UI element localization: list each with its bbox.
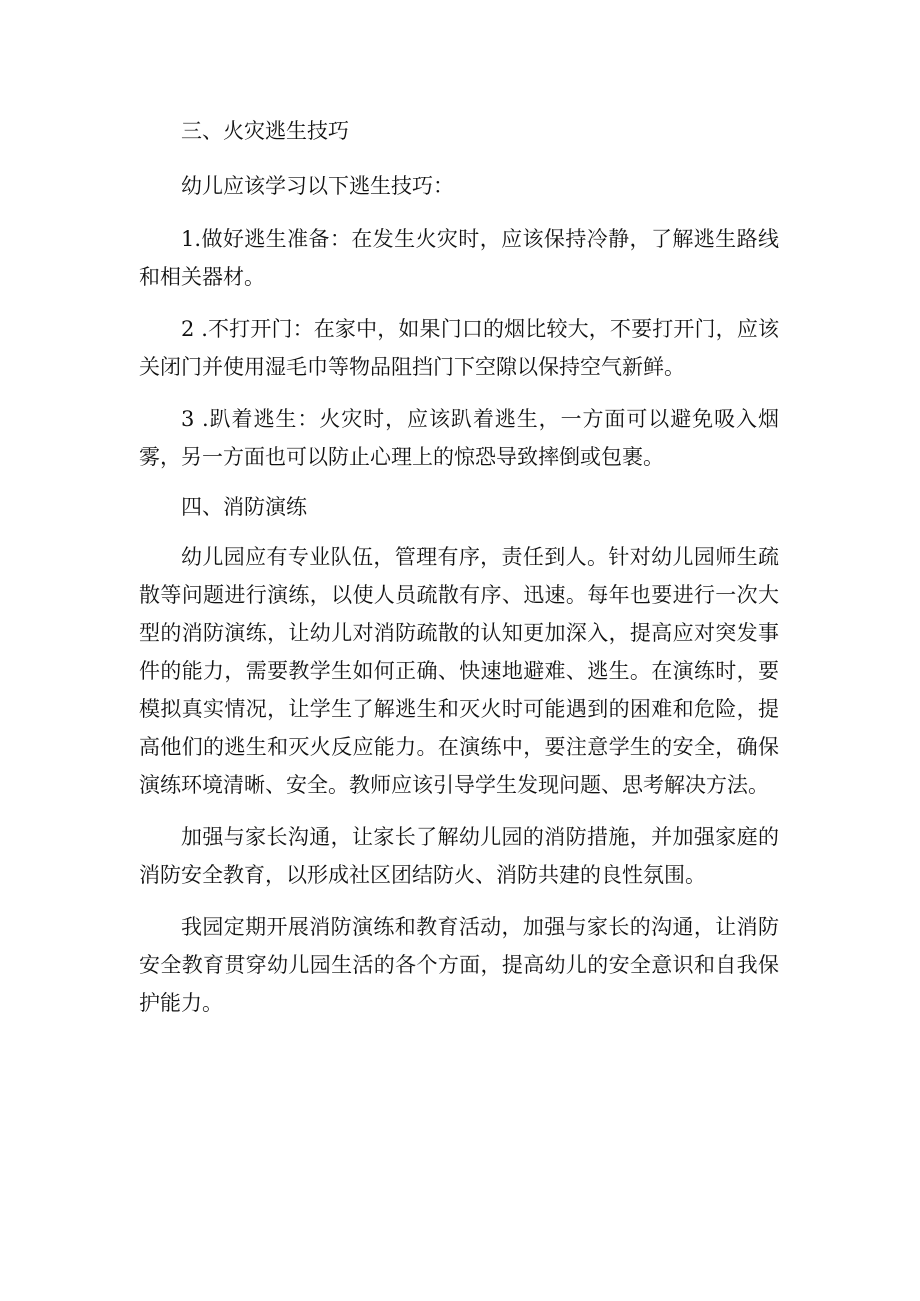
escape-tip-3: 3 .趴着逃生：火灾时，应该趴着逃生，一方面可以避免吸入烟雾，另一方面也可以防止心理上的惊恐导致摔倒或包裹。 — [139, 407, 779, 469]
escape-tip-1: 1.做好逃生准备：在发生火灾时，应该保持冷静，了解逃生路线和相关器材。 — [139, 227, 779, 289]
section-intro: 幼儿应该学习以下逃生技巧： — [181, 174, 454, 198]
document-body — [139, 110, 779, 1022]
spacer — [139, 210, 779, 220]
drill-paragraph-2: 加强与家长沟通，让家长了解幼儿园的消防措施，并加强家庭的消防安全教育，以形成社区团结防火、消防共建的良性氛围。 — [139, 825, 779, 887]
section-heading-fire-escape: 三、火灾逃生技巧 — [181, 119, 349, 143]
spacer — [139, 152, 779, 162]
spacer — [139, 476, 779, 486]
section-heading-fire-drill: 四、消防演练 — [181, 495, 307, 519]
spacer — [139, 894, 779, 908]
spacer — [139, 386, 779, 400]
spacer — [139, 296, 779, 310]
drill-paragraph-3: 我园定期开展消防演练和教育活动，加强与家长的沟通，让消防安全教育贯穿幼儿园生活的各个方面，提高幼儿的安全意识和自我保护能力。 — [139, 915, 779, 1015]
escape-tip-2: 2 .不打开门：在家中，如果门口的烟比较大，不要打开门，应该关闭门并使用湿毛巾等物品阻挡门下空隙以保持空气新鲜。 — [139, 317, 779, 379]
spacer — [139, 528, 779, 538]
spacer — [139, 804, 779, 818]
drill-paragraph-1: 幼儿园应有专业队伍，管理有序，责任到人。针对幼儿园师生疏散等问题进行演练，以使人员疏散有序、迅速。每年也要进行一次大型的消防演练，让幼儿对消防疏散的认知更加深入，提高应对突发事件的能力，需要教学生如何正确、快速地避难、逃生。在演练时，要模拟真实情况，让学生了解逃生和灭火时可能遇到的困难和危险，提高他们的逃生和灭火反应能力。在演练中，要注意学生的安全，确保演练环境清晰、安全。教师应该引导学生发现问题、思考解决方法。 — [139, 545, 779, 797]
